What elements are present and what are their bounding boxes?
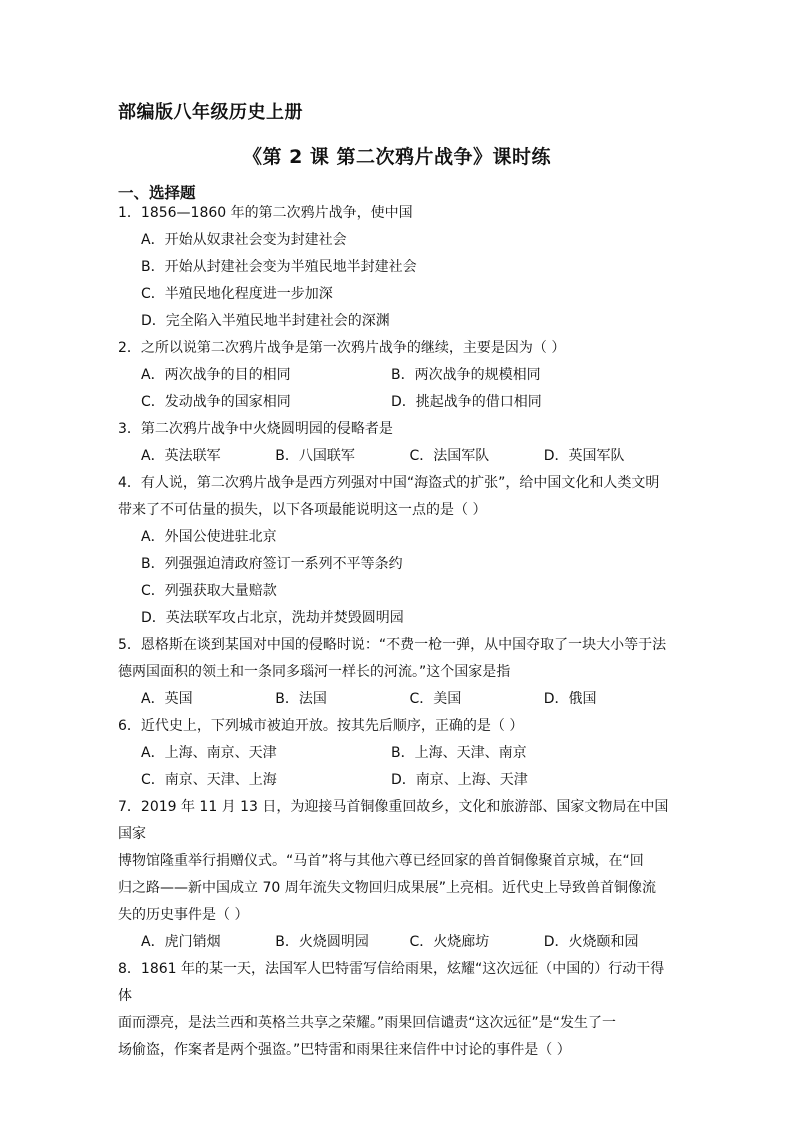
question-stem-line: 4．有人说，第二次鸦片战争是西方列强对中国“海盗式的扩张”，给中国文化和人类文明 <box>118 475 660 491</box>
option-b: B．上海、天津、南京 <box>391 745 527 761</box>
option-row <box>118 740 678 767</box>
option-d: D．完全陷入半殖民地半封建社会的深渊 <box>141 313 390 329</box>
question-list <box>118 200 678 1064</box>
question-8 <box>118 956 678 1064</box>
option-a: A．外国公使进驻北京 <box>141 529 277 545</box>
option-d: D．挑起战争的借口相同 <box>391 394 542 410</box>
question-stem-line: 7．2019 年 11 月 13 日，为迎接马首铜像重回故乡，文化和旅游部、国家文物局在中国国家 <box>118 799 669 842</box>
option-row <box>118 362 678 389</box>
option-row <box>118 767 678 794</box>
question-5 <box>118 632 678 713</box>
option-b: B．开始从封建社会变为半殖民地半封建社会 <box>141 259 417 275</box>
question-7 <box>118 794 678 956</box>
subject-heading: 部编版八年级历史上册 <box>118 102 303 123</box>
option-a: A．上海、南京、天津 <box>141 745 277 761</box>
option-row <box>118 443 678 470</box>
lesson-title: 《第 2 课 第二次鸦片战争》课时练 <box>242 146 552 168</box>
option-a: A．英法联军 <box>141 448 221 464</box>
option-c: C．列强获取大量赔款 <box>141 583 277 599</box>
question-stem: 2．之所以说第二次鸦片战争是第一次鸦片战争的继续，主要是因为（ ） <box>118 340 566 356</box>
option-d: D．俄国 <box>543 691 597 707</box>
option-a: A．虎门销烟 <box>141 934 221 950</box>
question-stem-line: 博物馆隆重举行捐赠仪式。“马首”将与其他六尊已经回家的兽首铜像聚首京城，在“回 <box>118 853 644 869</box>
question-3 <box>118 416 678 470</box>
option-b: B．火烧圆明园 <box>275 934 369 950</box>
option-c: C．火烧廊坊 <box>409 934 490 950</box>
question-stem: 6．近代史上，下列城市被迫开放。按其先后顺序，正确的是（ ） <box>118 718 524 734</box>
option-row <box>118 929 678 956</box>
option-d: D．南京、上海、天津 <box>391 772 528 788</box>
option-b: B．两次战争的规模相同 <box>391 367 541 383</box>
option-c: C．美国 <box>409 691 462 707</box>
option-d: D．英国军队 <box>543 448 625 464</box>
option-row <box>118 686 678 713</box>
question-stem: 3．第二次鸦片战争中火烧圆明园的侵略者是 <box>118 421 393 437</box>
option-d: D．英法联军攻占北京，洗劫并焚毁圆明园 <box>141 610 404 626</box>
question-stem-line: 归之路——新中国成立 70 周年流失文物回归成果展”上亮相。近代史上导致兽首铜像流 <box>118 880 656 896</box>
option-b: B．八国联军 <box>275 448 355 464</box>
section-title: 一、选择题 <box>118 184 196 202</box>
question-2 <box>118 335 678 416</box>
option-c: C．半殖民地化程度进一步加深 <box>141 286 333 302</box>
question-stem-line: 5．恩格斯在谈到某国对中国的侵略时说：“不费一枪一弹，从中国夺取了一块大小等于法 <box>118 637 667 653</box>
question-1 <box>118 200 678 335</box>
question-6 <box>118 713 678 794</box>
question-stem: 1．1856—1860 年的第二次鸦片战争，使中国 <box>118 205 413 221</box>
option-b: B．法国 <box>275 691 327 707</box>
question-stem-line: 失的历史事件是（ ） <box>118 907 249 923</box>
question-4 <box>118 470 678 632</box>
question-stem-line: 德两国面积的领土和一条同多瑙河一样长的河流。”这个国家是指 <box>118 664 511 680</box>
option-c: C．南京、天津、上海 <box>141 772 277 788</box>
option-row <box>118 389 678 416</box>
question-stem-line: 面而漂亮，是法兰西和英格兰共享之荣耀。”雨果回信谴责“这次远征”是“发生了一 <box>118 1015 617 1031</box>
option-b: B．列强强迫清政府签订一系列不平等条约 <box>141 556 403 572</box>
option-a: A．开始从奴隶社会变为封建社会 <box>141 232 347 248</box>
option-c: C．发动战争的国家相同 <box>141 394 291 410</box>
option-c: C．法国军队 <box>409 448 490 464</box>
question-stem-line: 8．1861 年的某一天，法国军人巴特雷写信给雨果，炫耀“这次远征（中国的）行动干得体 <box>118 961 665 1004</box>
option-d: D．火烧颐和园 <box>543 934 639 950</box>
option-a: A．英国 <box>141 691 193 707</box>
question-stem-line: 场偷盗，作案者是两个强盗。”巴特雷和雨果往来信件中讨论的事件是（ ） <box>118 1042 571 1058</box>
option-a: A．两次战争的目的相同 <box>141 367 291 383</box>
question-stem-line: 带来了不可估量的损失，以下各项最能说明这一点的是（ ） <box>118 502 487 518</box>
